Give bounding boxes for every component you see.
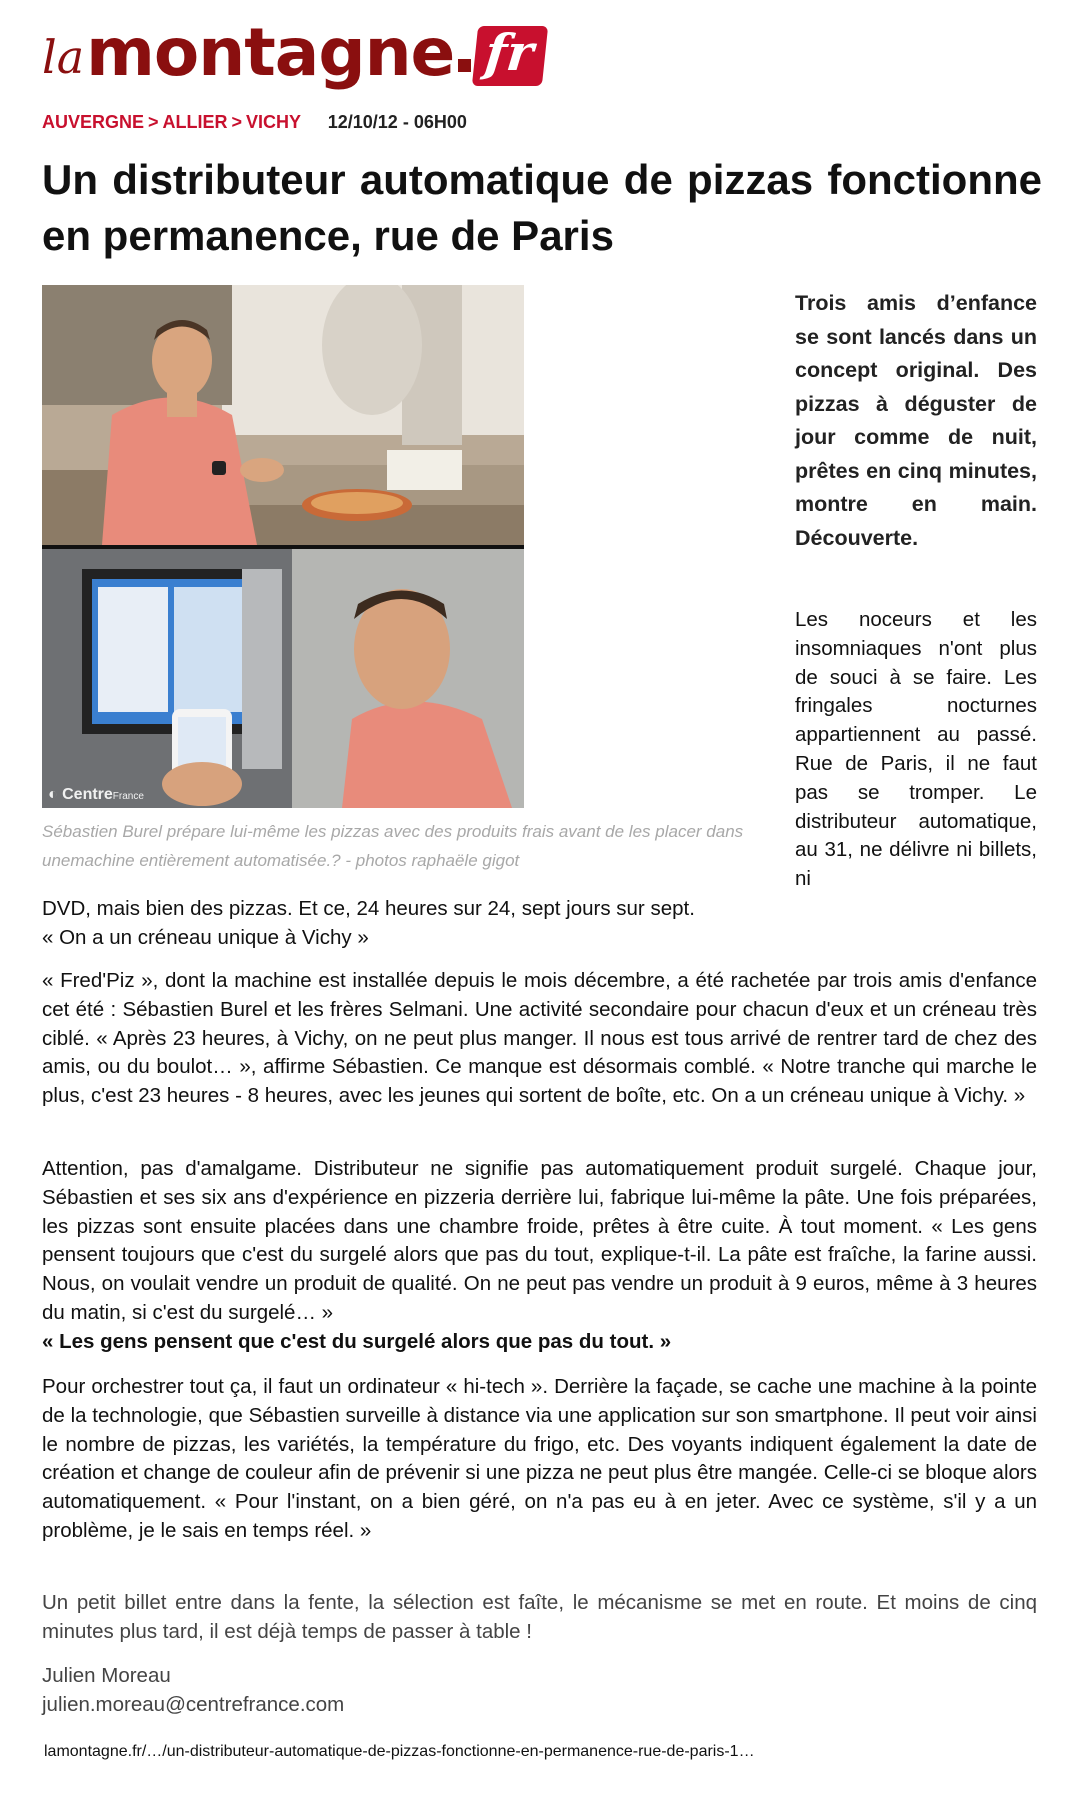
photo-caption: Sébastien Burel prépare lui-même les pizzas avec des produits frais avant de les placer dans unemachine entièrement automatisée.? - photos raphaële gigot <box>42 822 744 870</box>
logo-fr-badge: fr <box>472 26 548 86</box>
breadcrumb-separator: > <box>231 112 243 132</box>
photo-pizza-preparation <box>42 285 524 545</box>
author-email[interactable]: julien.moreau@centrefrance.com <box>42 1693 345 1716</box>
photo-vending-machine <box>42 549 524 808</box>
subhead-2: « Les gens pensent que c'est du surgelé alors que pas du tout. » <box>42 1330 672 1353</box>
breadcrumb-item-allier[interactable]: ALLIER <box>162 112 228 132</box>
article-date: 12/10/12 - 06H00 <box>327 112 467 132</box>
footer-url: lamontagne.fr/…/un-distributeur-automatique-de-pizzas-fonctionne-en-permanence-rue-de-paris-1… <box>44 1743 755 1760</box>
paragraph-2: « Fred'Piz », dont la machine est installée depuis le mois décembre, a été rachetée par trois amis d'enfance cet été : Sébastien Burel et les frères Selmani. Une activité secondaire pour chacun d'eux et un créneau très ciblé. « Après 23 heures, à Vichy, on ne peut plus manger. Il nous est tous arrivé de rentrer tard de chez des amis, ou du boulot… », affirme Sébastien. Ce manque est désormais comblé. « Notre tranche qui marche le plus, c'est 23 heures - 8 heures, avec les jeunes qui sortent de boîte, etc. On a un créneau unique à Vichy. » <box>42 969 1037 1108</box>
breadcrumb-separator: > <box>148 112 159 132</box>
subhead-1: « On a un créneau unique à Vichy » <box>42 926 369 949</box>
article-lead: Trois amis d’enfance se sont lancés dans un concept original. Des pizzas à déguster de jour comme de nuit, prêtes en cinq minutes, montre en main. Découverte. <box>795 291 1037 550</box>
paragraph-1-column: Les noceurs et les insomniaques n'ont plus de souci à se faire. Les fringales nocturnes appartiennent au passé. Rue de Paris, il ne faut pas se tromper. Le distributeur automatique, au 31, ne délivre ni billets, ni <box>795 608 1037 891</box>
logo-la-text: la <box>42 30 85 84</box>
article-title: Un distributeur automatique de pizzas fonctionne en permanence, rue de Paris <box>42 156 1042 259</box>
logo-main-text: montagne <box>86 14 455 91</box>
breadcrumb-item-vichy[interactable]: VICHY <box>246 112 301 132</box>
breadcrumb-item-auvergne[interactable]: AUVERGNE <box>42 112 145 132</box>
paragraph-5: Un petit billet entre dans la fente, la sélection est faîte, le mécanisme se met en route. Et moins de cinq minutes plus tard, il est déjà temps de passer à table ! <box>42 1591 1037 1643</box>
paragraph-3: Attention, pas d'amalgame. Distributeur ne signifie pas automatiquement produit surgelé. Chaque jour, Sébastien et ses six ans d'expérience en pizzeria derrière lui, fabrique lui-même la pâte. Une fois préparées, les pizzas sont ensuite placées dans une chambre froide, prêtes à être cuite. À tout moment. « Les gens pensent toujours que c'est du surgelé alors que pas du tout, explique-t-il. La pâte est fraîche, la farine aussi. Nous, on voulait vendre un produit de qualité. On ne peut pas vendre un produit à 9 euros, même à 3 heures du matin, si c'est du surgelé… » <box>42 1157 1037 1324</box>
paragraph-1-continued: DVD, mais bien des pizzas. Et ce, 24 heures sur 24, sept jours sur sept. <box>42 897 695 920</box>
watermark-sub: France <box>112 791 144 802</box>
author-name: Julien Moreau <box>42 1664 171 1687</box>
logo-dot <box>458 59 471 72</box>
paragraph-4: Pour orchestrer tout ça, il faut un ordinateur « hi-tech ». Derrière la façade, se cache une machine à la pointe de la technologie, que Sébastien surveille à distance via une application sur son smartphone. Il peut voir ainsi le nombre de pizzas, les variétés, la température du frigo, etc. Des voyants indiquent également la date de création et change de couleur afin de prévenir si une pizza ne peut plus être mangée. Celle-ci se bloque alors automatiquement. « Pour l'instant, on a bien géré, on n'a pas eu à en jeter. Avec ce système, s'il y a un problème, je le sais en temps réel. » <box>42 1375 1037 1542</box>
photo-watermark <box>48 786 144 804</box>
watermark-logo-icon: ◐ <box>48 786 63 803</box>
article-photo <box>42 285 524 808</box>
watermark-brand: Centre <box>62 786 113 803</box>
site-logo[interactable] <box>42 8 545 91</box>
breadcrumb <box>42 112 306 132</box>
article-meta <box>42 112 467 133</box>
